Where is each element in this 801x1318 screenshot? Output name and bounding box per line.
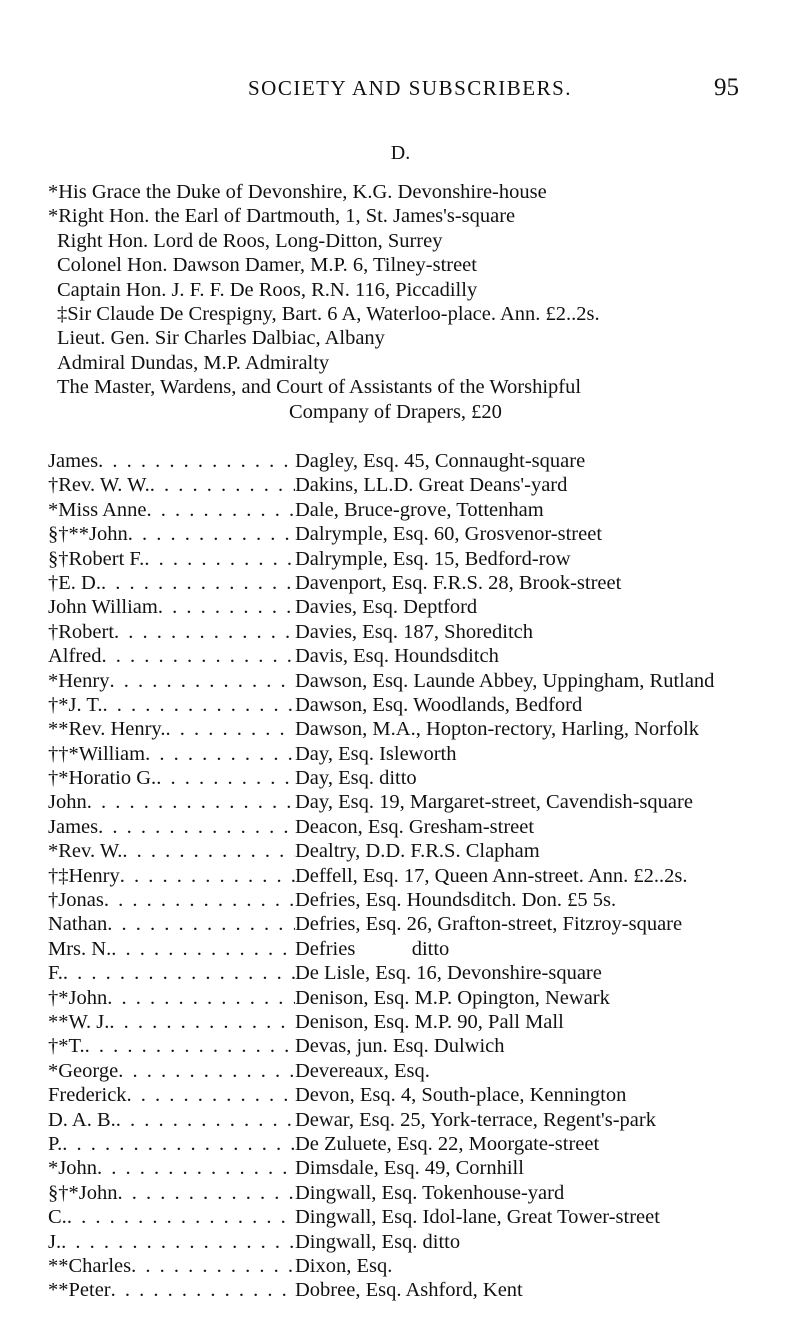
- header-line: Company of Drapers, £20: [289, 400, 502, 423]
- surname-address: Devas, jun. Esq. Dulwich: [295, 1035, 505, 1058]
- given-name: Alfred: [48, 645, 102, 668]
- given-name: †*Horatio G.: [48, 767, 157, 790]
- given-name: §†*John: [48, 1181, 118, 1204]
- subscriber-entry: [48, 498, 768, 522]
- header-line: *Right Hon. the Earl of Dartmouth, 1, St. James's-square: [48, 205, 516, 228]
- subscriber-entry: [48, 1278, 768, 1302]
- subscriber-entry: [48, 1156, 768, 1180]
- given-name: †Rev. W. W.: [48, 474, 150, 497]
- given-name-column: [48, 693, 295, 717]
- given-name-column: [48, 790, 295, 814]
- leader-dots: [111, 1278, 295, 1302]
- given-name-column: [48, 1278, 295, 1302]
- given-name: F.: [48, 962, 63, 985]
- given-name-column: [48, 1108, 295, 1132]
- leader-dots: [150, 473, 295, 497]
- given-name: †*J. T.: [48, 693, 103, 716]
- leader-dots: [120, 864, 295, 888]
- surname-address: Dalrymple, Esq. 60, Grosvenor-street: [295, 523, 603, 546]
- given-name: Mrs. N.: [48, 937, 112, 960]
- given-name: *Miss Anne: [48, 498, 147, 521]
- header-line: Lieut. Gen. Sir Charles Dalbiac, Albany: [57, 327, 385, 350]
- given-name: John: [48, 791, 87, 814]
- subscriber-entry: [48, 547, 768, 571]
- header-line: Right Hon. Lord de Roos, Long-Ditton, Surrey: [57, 229, 443, 252]
- surname-address: Dale, Bruce-grove, Tottenham: [295, 498, 544, 521]
- given-name-column: [48, 669, 295, 693]
- given-name: †E. D.: [48, 571, 101, 594]
- leader-dots: [158, 595, 295, 619]
- given-name: Frederick: [48, 1084, 127, 1107]
- surname-address: Day, Esq. Isleworth: [295, 742, 457, 765]
- subscriber-entry: [48, 888, 768, 912]
- given-name: James: [48, 815, 99, 838]
- subscriber-entry: [48, 1083, 768, 1107]
- surname-address: Defries ditto: [295, 937, 450, 960]
- given-name: John William: [48, 596, 158, 619]
- leader-dots: [118, 1059, 295, 1083]
- given-name-column: [48, 815, 295, 839]
- given-name: Nathan: [48, 913, 108, 936]
- surname-address: Dobree, Esq. Ashford, Kent: [295, 1279, 523, 1302]
- given-name: P.: [48, 1132, 63, 1155]
- leader-dots: [107, 986, 295, 1010]
- leader-dots: [122, 839, 295, 863]
- subscriber-entry: [48, 669, 768, 693]
- leader-dots: [109, 669, 295, 693]
- subscriber-entry: [48, 1230, 768, 1254]
- subscriber-entry: [48, 693, 768, 717]
- leader-dots: [127, 1083, 295, 1107]
- given-name: †Jonas: [48, 889, 104, 912]
- subscriber-list: [48, 449, 768, 1303]
- surname-address: Dawson, Esq. Woodlands, Bedford: [295, 693, 583, 716]
- subscriber-entry: [48, 620, 768, 644]
- given-name: *George: [48, 1059, 119, 1082]
- given-name: James: [48, 450, 99, 472]
- section-letter: D.: [390, 142, 411, 164]
- leader-dots: [101, 571, 295, 595]
- given-name-column: [48, 620, 295, 644]
- surname-address: De Zuluete, Esq. 22, Moorgate-street: [295, 1132, 600, 1155]
- given-name-column: [48, 888, 295, 912]
- surname-address: Day, Esq. ditto: [295, 767, 417, 790]
- running-head-title: SOCIETY AND SUBSCRIBERS.: [248, 76, 573, 100]
- given-name-column: [48, 449, 295, 473]
- given-name-column: [48, 1205, 295, 1229]
- leader-dots: [61, 1230, 295, 1254]
- given-name-column: [48, 595, 295, 619]
- given-name-column: [48, 839, 295, 863]
- subscriber-entry: [48, 449, 768, 473]
- given-name: *Henry: [48, 669, 110, 692]
- given-name: **Charles: [48, 1254, 132, 1277]
- header-line: Captain Hon. J. F. F. De Roos, R.N. 116, Piccadilly: [57, 278, 478, 301]
- surname-address: Davenport, Esq. F.R.S. 28, Brook-street: [295, 571, 622, 594]
- given-name: §†**John: [48, 523, 128, 546]
- leader-dots: [107, 912, 295, 936]
- subscriber-entry: [48, 815, 768, 839]
- leader-dots: [156, 766, 295, 790]
- leader-dots: [62, 1132, 295, 1156]
- page-number: 95: [714, 74, 739, 101]
- leader-dots: [97, 1156, 295, 1180]
- surname-address: Dingwall, Esq. Tokenhouse-yard: [295, 1181, 565, 1204]
- notable-subscribers-list: [48, 180, 768, 424]
- subscriber-entry: [48, 522, 768, 546]
- given-name-column: [48, 644, 295, 668]
- surname-address: Davis, Esq. Houndsditch: [295, 645, 499, 668]
- surname-address: Dingwall, Esq. Idol-lane, Great Tower-street: [295, 1206, 660, 1229]
- subscriber-entry: [48, 1108, 768, 1132]
- surname-address: Devon, Esq. 4, South-place, Kennington: [295, 1084, 627, 1107]
- given-name-column: [48, 986, 295, 1010]
- surname-address: Dagley, Esq. 45, Connaught-square: [295, 450, 586, 472]
- given-name-column: [48, 1059, 295, 1083]
- leader-dots: [102, 644, 295, 668]
- subscriber-entry: [48, 864, 768, 888]
- surname-address: Davies, Esq. Deptford: [295, 596, 478, 619]
- surname-address: Dakins, LL.D. Great Deans'-yard: [295, 474, 568, 497]
- given-name: **Peter: [48, 1279, 111, 1302]
- surname-address: Denison, Esq. M.P. Opington, Newark: [295, 986, 610, 1009]
- surname-address: Defries, Esq. 26, Grafton-street, Fitzroy-square: [295, 913, 683, 936]
- leader-dots: [104, 888, 295, 912]
- subscriber-entry: [48, 1132, 768, 1156]
- header-line: Admiral Dundas, M.P. Admiralty: [57, 351, 330, 374]
- given-name-column: [48, 571, 295, 595]
- leader-dots: [165, 717, 295, 741]
- subscriber-entry: [48, 595, 768, 619]
- leader-dots: [147, 498, 295, 522]
- surname-address: De Lisle, Esq. 16, Devonshire-square: [295, 962, 602, 985]
- header-line: ‡Sir Claude De Crespigny, Bart. 6 A, Waterloo-place. Ann. £2..2s.: [57, 302, 600, 325]
- surname-address: Devereaux, Esq.: [295, 1059, 430, 1082]
- given-name-column: [48, 961, 295, 985]
- surname-address: Dixon, Esq.: [295, 1254, 393, 1277]
- header-line: The Master, Wardens, and Court of Assistants of the Worshipful: [57, 376, 582, 399]
- leader-dots: [67, 1205, 295, 1229]
- given-name: C.: [48, 1206, 67, 1229]
- subscriber-entry: [48, 742, 768, 766]
- given-name: **W. J.: [48, 1010, 110, 1033]
- given-name-column: [48, 1010, 295, 1034]
- given-name-column: [48, 864, 295, 888]
- subscriber-entry: [48, 1010, 768, 1034]
- subscriber-entry: [48, 937, 768, 961]
- surname-address: Dewar, Esq. 25, York-terrace, Regent's-park: [295, 1108, 656, 1131]
- leader-dots: [114, 620, 295, 644]
- given-name-column: [48, 498, 295, 522]
- leader-dots: [144, 547, 295, 571]
- subscriber-entry: [48, 790, 768, 814]
- leader-dots: [131, 1254, 295, 1278]
- given-name-column: [48, 937, 295, 961]
- given-name-column: [48, 1132, 295, 1156]
- subscriber-entry: [48, 644, 768, 668]
- subscriber-entry: [48, 1059, 768, 1083]
- given-name: †*John: [48, 986, 108, 1009]
- surname-address: Dawson, M.A., Hopton-rectory, Harling, Norfolk: [295, 718, 700, 741]
- given-name: D. A. B.: [48, 1108, 116, 1131]
- surname-address: Deffell, Esq. 17, Queen Ann-street. Ann. £2..2s.: [295, 864, 688, 887]
- given-name: †Robert: [48, 620, 115, 643]
- given-name: J.: [48, 1230, 62, 1253]
- subscriber-entry: [48, 839, 768, 863]
- leader-dots: [98, 815, 295, 839]
- surname-address: Deacon, Esq. Gresham-street: [295, 815, 535, 838]
- leader-dots: [116, 1108, 295, 1132]
- given-name-column: [48, 912, 295, 936]
- given-name-column: [48, 1156, 295, 1180]
- given-name: †*T.: [48, 1035, 85, 1058]
- given-name-column: [48, 547, 295, 571]
- subscriber-entry: [48, 1205, 768, 1229]
- given-name-column: [48, 1034, 295, 1058]
- given-name-column: [48, 1181, 295, 1205]
- leader-dots: [98, 449, 295, 473]
- subscriber-entry: [48, 1254, 768, 1278]
- given-name: ††*William: [48, 742, 146, 765]
- leader-dots: [102, 693, 295, 717]
- leader-dots: [63, 961, 295, 985]
- surname-address: Day, Esq. 19, Margaret-street, Cavendish-square: [295, 791, 693, 814]
- given-name: §†Robert F.: [48, 547, 145, 570]
- leader-dots: [87, 790, 295, 814]
- given-name-column: [48, 1254, 295, 1278]
- surname-address: Defries, Esq. Houndsditch. Don. £5 5s.: [295, 889, 617, 912]
- given-name-column: [48, 1083, 295, 1107]
- leader-dots: [117, 1181, 295, 1205]
- subscriber-entry: [48, 961, 768, 985]
- subscriber-entry: [48, 473, 768, 497]
- header-line: Colonel Hon. Dawson Damer, M.P. 6, Tilney-street: [57, 254, 477, 277]
- header-line: *His Grace the Duke of Devonshire, K.G. Devonshire-house: [48, 181, 547, 203]
- subscriber-entry: [48, 1034, 768, 1058]
- given-name-column: [48, 742, 295, 766]
- surname-address: Dawson, Esq. Launde Abbey, Uppingham, Rutland: [295, 669, 715, 692]
- given-name-column: [48, 473, 295, 497]
- given-name-column: [48, 766, 295, 790]
- given-name: *Rev. W.: [48, 840, 123, 863]
- given-name: †‡Henry: [48, 864, 120, 887]
- subscriber-entry: [48, 717, 768, 741]
- surname-address: Dimsdale, Esq. 49, Cornhill: [295, 1157, 524, 1180]
- leader-dots: [85, 1034, 295, 1058]
- subscriber-entry: [48, 986, 768, 1010]
- given-name-column: [48, 1230, 295, 1254]
- given-name: **Rev. Henry.: [48, 718, 166, 741]
- leader-dots: [128, 522, 295, 546]
- surname-address: Dingwall, Esq. ditto: [295, 1230, 461, 1253]
- surname-address: Dealtry, D.D. F.R.S. Clapham: [295, 840, 540, 863]
- surname-address: Denison, Esq. M.P. 90, Pall Mall: [295, 1010, 564, 1033]
- given-name-column: [48, 522, 295, 546]
- leader-dots: [145, 742, 295, 766]
- subscriber-entry: [48, 912, 768, 936]
- subscriber-entry: [48, 1181, 768, 1205]
- leader-dots: [111, 937, 295, 961]
- given-name-column: [48, 717, 295, 741]
- given-name: *John: [48, 1157, 97, 1180]
- subscriber-entry: [48, 766, 768, 790]
- surname-address: Dalrymple, Esq. 15, Bedford-row: [295, 547, 571, 570]
- subscriber-entry: [48, 571, 768, 595]
- leader-dots: [109, 1010, 295, 1034]
- surname-address: Davies, Esq. 187, Shoreditch: [295, 620, 533, 643]
